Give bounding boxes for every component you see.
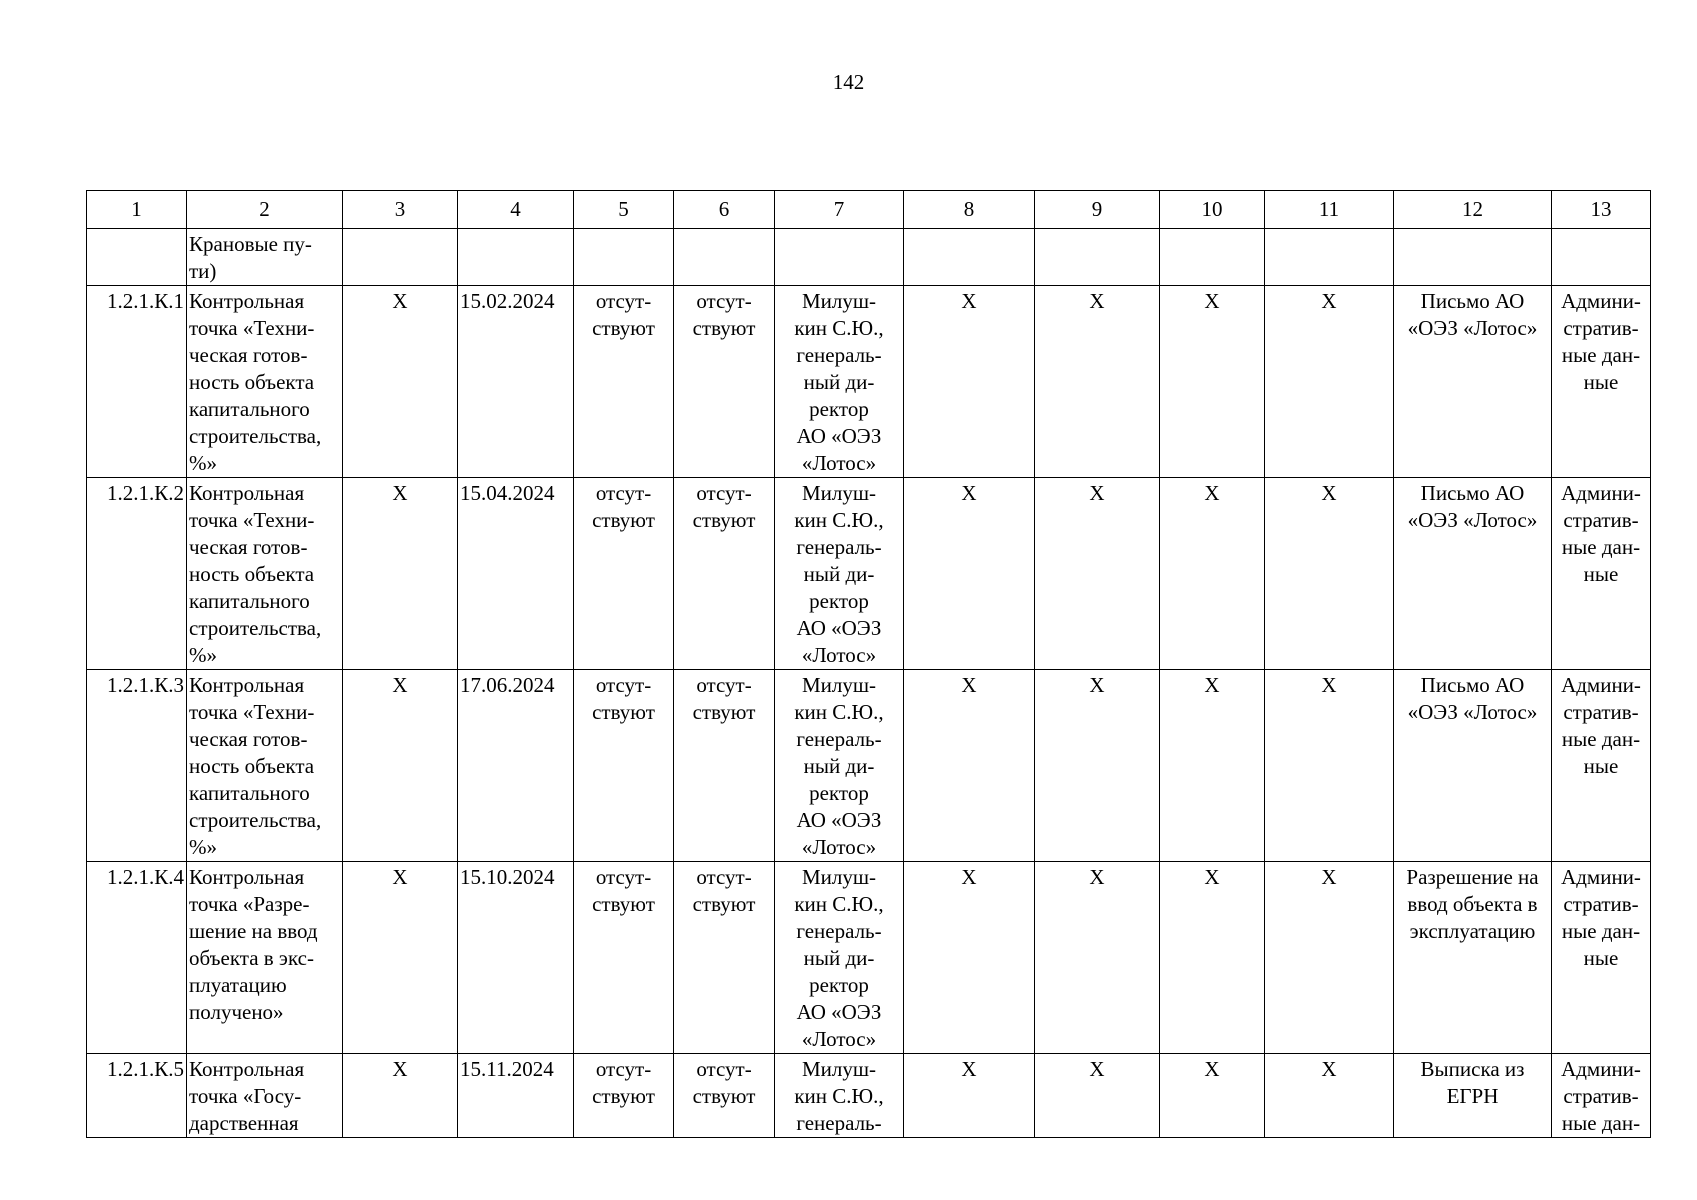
cell-text-line: «ОЭЗ «Лотос» <box>1407 700 1538 724</box>
cell-text-line: точка «Техни- <box>189 508 315 532</box>
col11-cell <box>1265 229 1394 286</box>
date-cell <box>458 286 574 478</box>
cell-text-line: Админи- <box>1561 673 1641 697</box>
date-cell <box>458 862 574 1054</box>
cell-text-line: ствуют <box>692 316 756 340</box>
column-header: 12 <box>1394 191 1552 229</box>
col10-cell <box>1160 478 1265 670</box>
col9-cell <box>1035 286 1160 478</box>
name-cell <box>187 1054 343 1138</box>
date-cell <box>458 478 574 670</box>
page-number: 142 <box>832 70 865 94</box>
cell-text-line: ные дан- <box>1561 919 1641 943</box>
cell-text-line: дарственная <box>189 1111 299 1135</box>
col6-cell <box>674 478 775 670</box>
col9-cell <box>1035 229 1160 286</box>
row-number-cell <box>87 862 187 1054</box>
cell-text-line: X <box>1089 865 1105 889</box>
col11-cell <box>1265 670 1394 862</box>
table-row <box>87 478 1651 670</box>
col5-cell <box>574 862 674 1054</box>
col10-cell <box>1160 670 1265 862</box>
col11-cell <box>1265 286 1394 478</box>
cell-text-line: 15.02.2024 <box>460 289 555 313</box>
cell-text-line: ность объекта <box>189 754 315 778</box>
col3-cell <box>343 862 458 1054</box>
column-header: 6 <box>674 191 775 229</box>
table-header-row <box>87 191 1651 229</box>
source-cell <box>1552 478 1651 670</box>
cell-text-line: ные <box>1583 562 1619 586</box>
name-cell <box>187 229 343 286</box>
col5-cell <box>574 670 674 862</box>
cell-text-line: «Лотос» <box>801 835 877 859</box>
cell-text-line: отсут- <box>595 1057 652 1081</box>
cell-text-line: Милуш- <box>801 481 877 505</box>
cell-text-line: Контрольная <box>189 289 305 313</box>
document-table <box>86 190 1651 1138</box>
cell-text-line: X <box>392 289 408 313</box>
col8-cell <box>904 670 1035 862</box>
cell-text-line: Письмо АО <box>1420 289 1525 313</box>
row-number-cell <box>87 1054 187 1138</box>
column-header: 1 <box>87 191 187 229</box>
cell-text-line: X <box>1321 1057 1337 1081</box>
cell-text-line: отсут- <box>696 865 752 889</box>
col5-cell <box>574 1054 674 1138</box>
document-cell <box>1394 478 1552 670</box>
date-cell <box>458 229 574 286</box>
col8-cell <box>904 478 1035 670</box>
cell-text-line: АО «ОЭЗ <box>796 1000 882 1024</box>
col11-cell <box>1265 862 1394 1054</box>
col10-cell <box>1160 862 1265 1054</box>
document-cell <box>1394 862 1552 1054</box>
col9-cell <box>1035 1054 1160 1138</box>
cell-text-line: X <box>961 865 977 889</box>
col6-cell <box>674 1054 775 1138</box>
cell-text-line: X <box>1321 289 1337 313</box>
cell-text-line: ный ди- <box>803 370 875 394</box>
cell-text-line: Крановые пу- <box>189 232 312 256</box>
table-row <box>87 229 1651 286</box>
cell-text-line: кин С.Ю., <box>794 892 884 916</box>
source-cell <box>1552 229 1651 286</box>
cell-text-line: точка «Техни- <box>189 700 315 724</box>
col6-cell <box>674 670 775 862</box>
cell-text-line: объекта в экс- <box>189 946 314 970</box>
column-header: 13 <box>1552 191 1651 229</box>
column-header: 3 <box>343 191 458 229</box>
document-cell <box>1394 670 1552 862</box>
cell-text-line: стратив- <box>1563 892 1639 916</box>
cell-text-line: ствуют <box>592 1084 655 1108</box>
responsible-cell <box>775 1054 904 1138</box>
responsible-cell <box>775 862 904 1054</box>
cell-text-line: капитального <box>189 781 310 805</box>
cell-text-line: капитального <box>189 589 310 613</box>
cell-text-line: ческая готов- <box>189 343 308 367</box>
document-cell <box>1394 1054 1552 1138</box>
cell-text-line: ствуют <box>692 892 756 916</box>
col10-cell <box>1160 286 1265 478</box>
document-cell <box>1394 229 1552 286</box>
row-number-cell <box>87 478 187 670</box>
date-cell <box>458 670 574 862</box>
cell-text-line: 1.2.1.К.4 <box>106 865 184 889</box>
col5-cell <box>574 229 674 286</box>
cell-text-line: «Лотос» <box>801 1027 877 1051</box>
cell-text-line: строительства, <box>189 424 322 448</box>
cell-text-line: Контрольная <box>189 865 305 889</box>
cell-text-line: ствуют <box>592 316 655 340</box>
cell-text-line: X <box>1089 481 1105 505</box>
responsible-cell <box>775 670 904 862</box>
column-header: 7 <box>775 191 904 229</box>
cell-text-line: 15.04.2024 <box>460 481 555 505</box>
cell-text-line: кин С.Ю., <box>794 316 884 340</box>
column-header: 4 <box>458 191 574 229</box>
cell-text-line: X <box>1321 865 1337 889</box>
cell-text-line: эксплуатацию <box>1409 919 1536 943</box>
col5-cell <box>574 286 674 478</box>
table-row <box>87 1054 1651 1138</box>
cell-text-line: генераль- <box>796 1111 882 1135</box>
col3-cell <box>343 229 458 286</box>
col3-cell <box>343 478 458 670</box>
cell-text-line: генераль- <box>796 919 882 943</box>
cell-text-line: Милуш- <box>801 1057 877 1081</box>
cell-text-line: X <box>1089 1057 1105 1081</box>
col8-cell <box>904 229 1035 286</box>
name-cell <box>187 478 343 670</box>
col8-cell <box>904 286 1035 478</box>
source-cell <box>1552 286 1651 478</box>
cell-text-line: кин С.Ю., <box>794 1084 884 1108</box>
cell-text-line: 17.06.2024 <box>460 673 555 697</box>
cell-text-line: капитального <box>189 397 310 421</box>
responsible-cell <box>775 478 904 670</box>
cell-text-line: 1.2.1.К.3 <box>106 673 184 697</box>
col6-cell <box>674 862 775 1054</box>
cell-text-line: АО «ОЭЗ <box>796 616 882 640</box>
col5-cell <box>574 478 674 670</box>
column-header: 8 <box>904 191 1035 229</box>
cell-text-line: Админи- <box>1561 289 1641 313</box>
cell-text-line: ные <box>1583 946 1619 970</box>
cell-text-line: стратив- <box>1563 1084 1639 1108</box>
cell-text-line: Контрольная <box>189 1057 305 1081</box>
cell-text-line: ствуют <box>592 700 655 724</box>
cell-text-line: отсут- <box>595 673 652 697</box>
cell-text-line: ность объекта <box>189 370 315 394</box>
column-header: 5 <box>574 191 674 229</box>
col9-cell <box>1035 862 1160 1054</box>
cell-text-line: X <box>961 1057 977 1081</box>
cell-text-line: X <box>1089 673 1105 697</box>
cell-text-line: отсут- <box>595 481 652 505</box>
cell-text-line: отсут- <box>696 1057 752 1081</box>
cell-text-line: строительства, <box>189 808 322 832</box>
cell-text-line: «Лотос» <box>801 451 877 475</box>
col8-cell <box>904 1054 1035 1138</box>
cell-text-line: X <box>392 1057 408 1081</box>
col6-cell <box>674 229 775 286</box>
row-number-cell <box>87 286 187 478</box>
cell-text-line: Выписка из <box>1420 1057 1525 1081</box>
cell-text-line: 15.11.2024 <box>460 1057 554 1081</box>
cell-text-line: X <box>1089 289 1105 313</box>
cell-text-line: шение на ввод <box>189 919 318 943</box>
cell-text-line: X <box>1204 865 1220 889</box>
cell-text-line: X <box>1204 673 1220 697</box>
name-cell <box>187 862 343 1054</box>
cell-text-line: ввод объекта в <box>1407 892 1538 916</box>
cell-text-line: ные дан- <box>1561 727 1641 751</box>
cell-text-line: ствуют <box>692 508 756 532</box>
cell-text-line: Админи- <box>1561 865 1641 889</box>
col10-cell <box>1160 1054 1265 1138</box>
column-header: 11 <box>1265 191 1394 229</box>
cell-text-line: ные <box>1583 754 1619 778</box>
cell-text-line: Админи- <box>1561 481 1641 505</box>
cell-text-line: генераль- <box>796 727 882 751</box>
cell-text-line: точка «Техни- <box>189 316 315 340</box>
cell-text-line: 1.2.1.К.1 <box>106 289 184 313</box>
cell-text-line: X <box>1204 1057 1220 1081</box>
cell-text-line: %» <box>189 835 217 859</box>
cell-text-line: ЕГРН <box>1446 1084 1499 1108</box>
cell-text-line: АО «ОЭЗ <box>796 808 882 832</box>
col3-cell <box>343 286 458 478</box>
cell-text-line: отсут- <box>595 289 652 313</box>
cell-text-line: X <box>392 865 408 889</box>
table-row <box>87 862 1651 1054</box>
cell-text-line: ные <box>1583 370 1619 394</box>
cell-text-line: X <box>961 673 977 697</box>
cell-text-line: отсут- <box>595 865 652 889</box>
cell-text-line: стратив- <box>1563 700 1639 724</box>
cell-text-line: X <box>1204 289 1220 313</box>
cell-text-line: ность объекта <box>189 562 315 586</box>
responsible-cell <box>775 286 904 478</box>
cell-text-line: стратив- <box>1563 508 1639 532</box>
cell-text-line: отсут- <box>696 289 752 313</box>
cell-text-line: X <box>392 481 408 505</box>
cell-text-line: Милуш- <box>801 289 877 313</box>
cell-text-line: ные дан- <box>1561 343 1641 367</box>
column-header: 2 <box>187 191 343 229</box>
date-cell <box>458 1054 574 1138</box>
row-number-cell <box>87 229 187 286</box>
cell-text-line: ствуют <box>592 508 655 532</box>
name-cell <box>187 286 343 478</box>
cell-text-line: X <box>1321 673 1337 697</box>
col11-cell <box>1265 1054 1394 1138</box>
source-cell <box>1552 862 1651 1054</box>
cell-text-line: Милуш- <box>801 673 877 697</box>
col11-cell <box>1265 478 1394 670</box>
cell-text-line: ректор <box>809 397 869 421</box>
cell-text-line: кин С.Ю., <box>794 508 884 532</box>
cell-text-line: X <box>961 481 977 505</box>
responsible-cell <box>775 229 904 286</box>
cell-text-line: кин С.Ю., <box>794 700 884 724</box>
cell-text-line: генераль- <box>796 343 882 367</box>
cell-text-line: Милуш- <box>801 865 877 889</box>
cell-text-line: ректор <box>809 973 869 997</box>
cell-text-line: ствуют <box>692 1084 756 1108</box>
cell-text-line: Разрешение на <box>1406 865 1539 889</box>
cell-text-line: ректор <box>809 589 869 613</box>
cell-text-line: «Лотос» <box>801 643 877 667</box>
column-header: 9 <box>1035 191 1160 229</box>
cell-text-line: X <box>1204 481 1220 505</box>
table-row <box>87 286 1651 478</box>
cell-text-line: ректор <box>809 781 869 805</box>
cell-text-line: генераль- <box>796 535 882 559</box>
cell-text-line: ные дан- <box>1561 1111 1641 1135</box>
cell-text-line: плуатацию <box>189 973 287 997</box>
cell-text-line: отсут- <box>696 673 752 697</box>
source-cell <box>1552 1054 1651 1138</box>
cell-text-line: получено» <box>189 1000 284 1024</box>
cell-text-line: ческая готов- <box>189 535 308 559</box>
col3-cell <box>343 1054 458 1138</box>
cell-text-line: ствуют <box>592 892 655 916</box>
cell-text-line: «ОЭЗ «Лотос» <box>1407 508 1538 532</box>
cell-text-line: ные дан- <box>1561 535 1641 559</box>
cell-text-line: 15.10.2024 <box>460 865 555 889</box>
cell-text-line: Админи- <box>1561 1057 1641 1081</box>
col8-cell <box>904 862 1035 1054</box>
document-cell <box>1394 286 1552 478</box>
cell-text-line: 1.2.1.К.5 <box>106 1057 184 1081</box>
table-row <box>87 670 1651 862</box>
cell-text-line: Контрольная <box>189 481 305 505</box>
cell-text-line: ный ди- <box>803 562 875 586</box>
col3-cell <box>343 670 458 862</box>
cell-text-line: ный ди- <box>803 946 875 970</box>
cell-text-line: точка «Госу- <box>189 1084 302 1108</box>
cell-text-line: Письмо АО <box>1420 673 1525 697</box>
col10-cell <box>1160 229 1265 286</box>
column-header: 10 <box>1160 191 1265 229</box>
cell-text-line: «ОЭЗ «Лотос» <box>1407 316 1538 340</box>
col9-cell <box>1035 670 1160 862</box>
row-number-cell <box>87 670 187 862</box>
cell-text-line: ствуют <box>692 700 756 724</box>
cell-text-line: %» <box>189 451 217 475</box>
col6-cell <box>674 286 775 478</box>
cell-text-line: X <box>392 673 408 697</box>
cell-text-line: ный ди- <box>803 754 875 778</box>
cell-text-line: строительства, <box>189 616 322 640</box>
cell-text-line: X <box>961 289 977 313</box>
cell-text-line: стратив- <box>1563 316 1639 340</box>
cell-text-line: 1.2.1.К.2 <box>106 481 184 505</box>
source-cell <box>1552 670 1651 862</box>
cell-text-line: ти) <box>189 259 217 283</box>
name-cell <box>187 670 343 862</box>
cell-text-line: Контрольная <box>189 673 305 697</box>
cell-text-line: ческая готов- <box>189 727 308 751</box>
cell-text-line: Письмо АО <box>1420 481 1525 505</box>
cell-text-line: АО «ОЭЗ <box>796 424 882 448</box>
cell-text-line: X <box>1321 481 1337 505</box>
cell-text-line: точка «Разре- <box>189 892 310 916</box>
col9-cell <box>1035 478 1160 670</box>
cell-text-line: %» <box>189 643 217 667</box>
cell-text-line: отсут- <box>696 481 752 505</box>
